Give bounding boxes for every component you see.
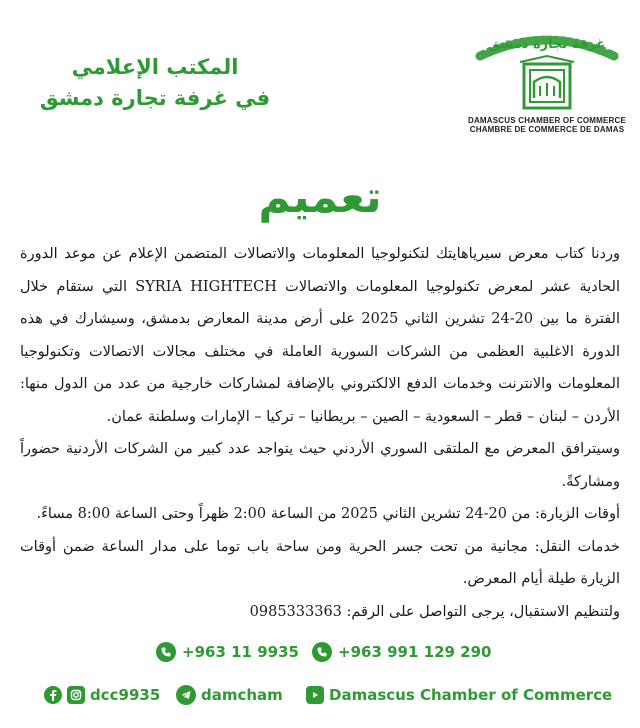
telegram-icon <box>176 685 196 705</box>
paragraph-exhibition: وردنا كتاب معرض سيرياهايتك لتكنولوجيا المعلومات والاتصالات المتضمن الإعلام عن موعد الدورة الحادية عشر لمعرض تكنولوجيا المعلومات والاتصالات SYRIA HIGHTECH التي ستقام خلال الفترة ما بين 20-24 تشرين الثاني 2025 على أرض مدينة المعارض بدمشق، وسيشارك في هذه الدورة الاغلبية العظمى من الشركات السورية العاملة في مختلف مجالات الاتصالات وتكنولوجيا المعلومات والانترنت وخدمات الدفع الالكتروني بالإضافة لمشاركات خارجية من عدد من الدول منها: الأردن – لبنان – قطر – السعودية – الصين – بريطانيا – تركيا – الإمارات وسلطنة عمان. <box>20 246 620 425</box>
telegram-handle-text: damcham <box>201 686 283 704</box>
whatsapp-icon <box>156 642 176 662</box>
logo-french-text: CHAMBRE DE COMMERCE DE DAMAS <box>469 125 625 134</box>
chamber-logo <box>462 26 632 134</box>
phone-landline[interactable] <box>156 640 299 664</box>
social-handle-text: dcc9935 <box>90 686 161 704</box>
announcement-body <box>20 238 620 628</box>
office-line-2: في غرفة تجارة دمشق <box>39 86 271 110</box>
paragraph-visiting-hours: أوقات الزيارة: من 20-24 تشرين الثاني 2025 من الساعة 2:00 ظهراً وحتى الساعة 8:00 مساءً. <box>36 506 620 522</box>
paragraph-forum: وسيترافق المعرض مع الملتقى السوري الأردني حيث يتواجد عدد كبير من الشركات الأردنية حضوراً ومشاركةً. <box>20 441 620 490</box>
paragraph-reception: ولتنظيم الاستقبال، يرجى التواصل على الرقم: 0985333363 <box>249 603 620 620</box>
phone-mobile[interactable] <box>312 640 491 664</box>
social-youtube[interactable] <box>306 684 612 706</box>
social-facebook-instagram[interactable] <box>44 684 160 706</box>
paragraph-transport: خدمات النقل: مجانية من تحت جسر الحرية ومن ساحة باب توما على مدار الساعة ضمن أوقات الزيارة طيلة أيام المعرض. <box>20 538 620 587</box>
logo-arabic-text: غرفة تجارة دمشق <box>488 37 606 52</box>
youtube-channel-text: Damascus Chamber of Commerce <box>329 686 613 704</box>
media-office-title <box>30 52 280 114</box>
social-telegram[interactable] <box>176 684 283 706</box>
instagram-icon <box>67 686 85 704</box>
facebook-icon <box>44 686 62 704</box>
logo-english-text: DAMASCUS CHAMBER OF COMMERCE <box>467 116 627 125</box>
whatsapp-icon <box>312 642 332 662</box>
phone-mobile-text: +963 991 129 290 <box>338 643 492 661</box>
youtube-icon <box>306 686 324 704</box>
chamber-emblem-icon <box>462 26 632 116</box>
office-line-1: المكتب الإعلامي <box>71 55 239 79</box>
phone-landline-text: +963 11 9935 <box>182 643 299 661</box>
page-title: تعميم <box>258 172 382 223</box>
